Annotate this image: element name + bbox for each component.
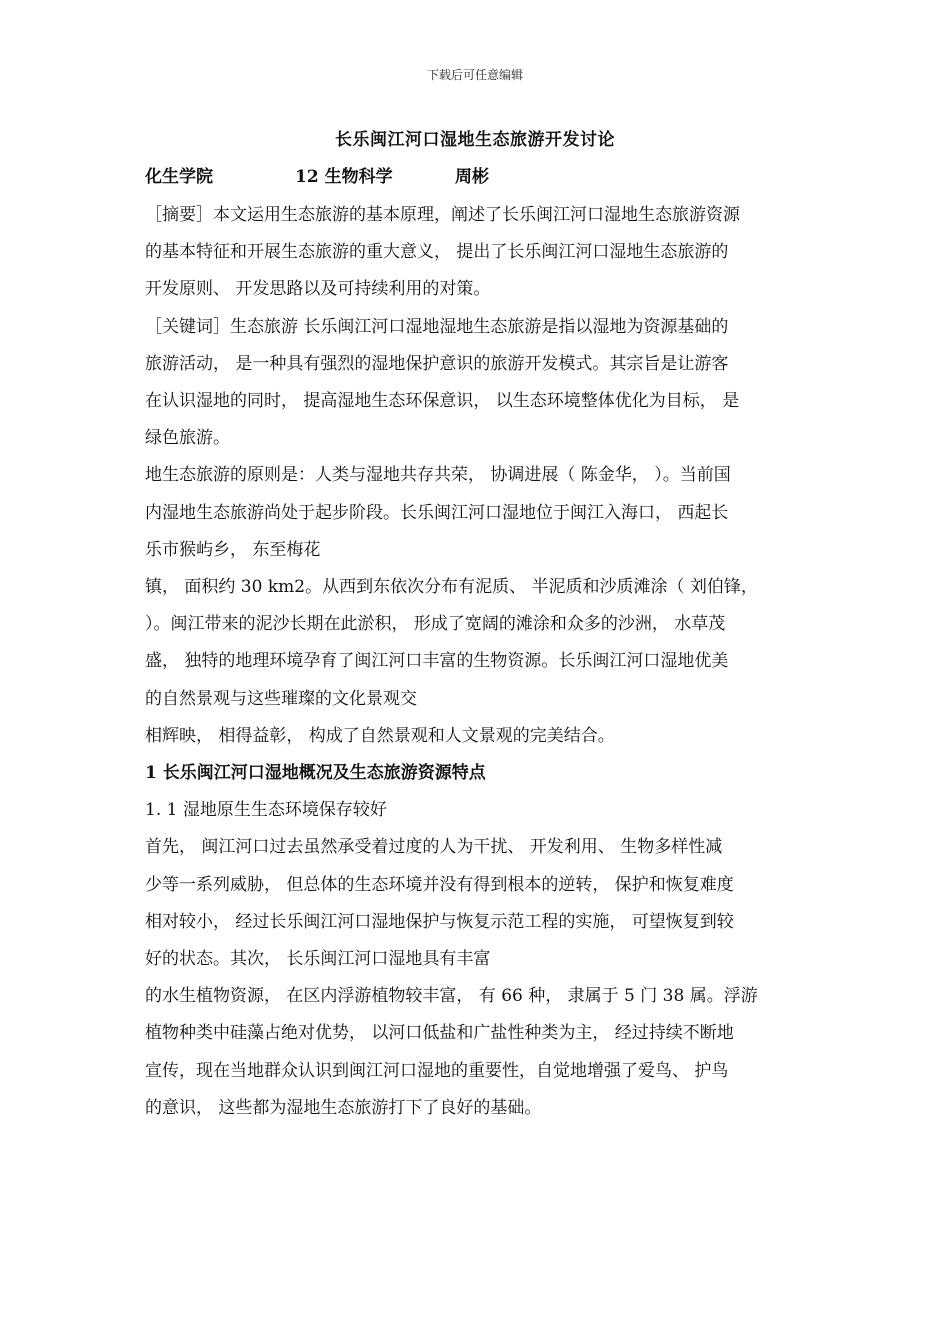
- body-line: 的意识， 这些都为湿地生态旅游打下了良好的基础。: [145, 1097, 542, 1118]
- body-line: 宣传，现在当地群众认识到闽江河口湿地的重要性，自觉地增强了爱鸟、 护鸟: [145, 1060, 729, 1081]
- document-title: 长乐闽江河口湿地生态旅游开发讨论: [335, 130, 615, 150]
- body-line: 好的状态。其次， 长乐闽江河口湿地具有丰富: [145, 949, 491, 970]
- body-line: 开发原则、 开发思路以及可持续利用的对策。: [145, 279, 491, 300]
- author-major: 12 生物科学: [295, 167, 393, 187]
- body-line: 盛， 独特的地理环境孕育了闽江河口丰富的生物资源。长乐闽江河口湿地优美: [145, 651, 729, 672]
- body-line: 的自然景观与这些璀璨的文化景观交: [145, 688, 417, 709]
- body-line: 乐市猴屿乡， 东至梅花: [145, 539, 321, 560]
- body-line: 镇， 面积约 30 km2。从西到东依次分布有泥质、 半泥质和沙质滩涂（ 刘伯锋，: [145, 577, 758, 598]
- body-line: ［关键词］生态旅游 长乐闽江河口湿地湿地生态旅游是指以湿地为资源基础的: [145, 316, 729, 337]
- subsection-heading: 1. 1 湿地原生生态环境保存较好: [145, 800, 387, 821]
- body-line: 内湿地生态旅游尚处于起步阶段。长乐闽江河口湿地位于闽江入海口， 西起长: [145, 502, 729, 523]
- body-line: ）。闽江带来的泥沙长期在此淤积， 形成了宽阔的滩涂和众多的沙洲， 水草茂: [145, 614, 726, 635]
- body-line: 首先， 闽江河口过去虽然承受着过度的人为干扰、 开发利用、 生物多样性减: [145, 837, 723, 858]
- body-line: 植物种类中硅藻占绝对优势， 以河口低盐和广盐性种类为主， 经过持续不断地: [145, 1023, 734, 1044]
- body-line: 相辉映， 相得益彰， 构成了自然景观和人文景观的完美结合。: [145, 725, 615, 746]
- document-body: [145, 197, 810, 1127]
- body-line: 的水生植物资源， 在区内浮游植物较丰富， 有 66 种， 隶属于 5 门 38 属。浮游: [145, 986, 758, 1007]
- body-line: 在认识湿地的同时， 提高湿地生态环保意识， 以生态环境整体优化为目标， 是: [145, 391, 740, 412]
- body-line: ［摘要］本文运用生态旅游的基本原理，阐述了长乐闽江河口湿地生态旅游资源: [145, 205, 740, 225]
- body-line: 绿色旅游。: [145, 428, 230, 449]
- author-line: [145, 162, 489, 187]
- author-name: 周彬: [455, 167, 489, 187]
- body-line: 的基本特征和开展生态旅游的重大意义， 提出了长乐闽江河口湿地生态旅游的: [145, 242, 729, 263]
- body-line: 旅游活动， 是一种具有强烈的湿地保护意识的旅游开发模式。其宗旨是让游客: [145, 353, 729, 374]
- body-line: 地生态旅游的原则是：人类与湿地共存共荣， 协调进展（ 陈金华， ）。当前国: [145, 465, 731, 486]
- page-header: 下载后可任意编辑: [426, 68, 523, 82]
- body-line: 相对较小， 经过长乐闽江河口湿地保护与恢复示范工程的实施， 可望恢复到较: [145, 911, 734, 932]
- author-school: 化生学院: [145, 167, 213, 187]
- section-heading: 1 长乐闽江河口湿地概况及生态旅游资源特点: [145, 763, 486, 784]
- body-line: 少等一系列威胁， 但总体的生态环境并没有得到根本的逆转， 保护和恢复难度: [145, 874, 734, 895]
